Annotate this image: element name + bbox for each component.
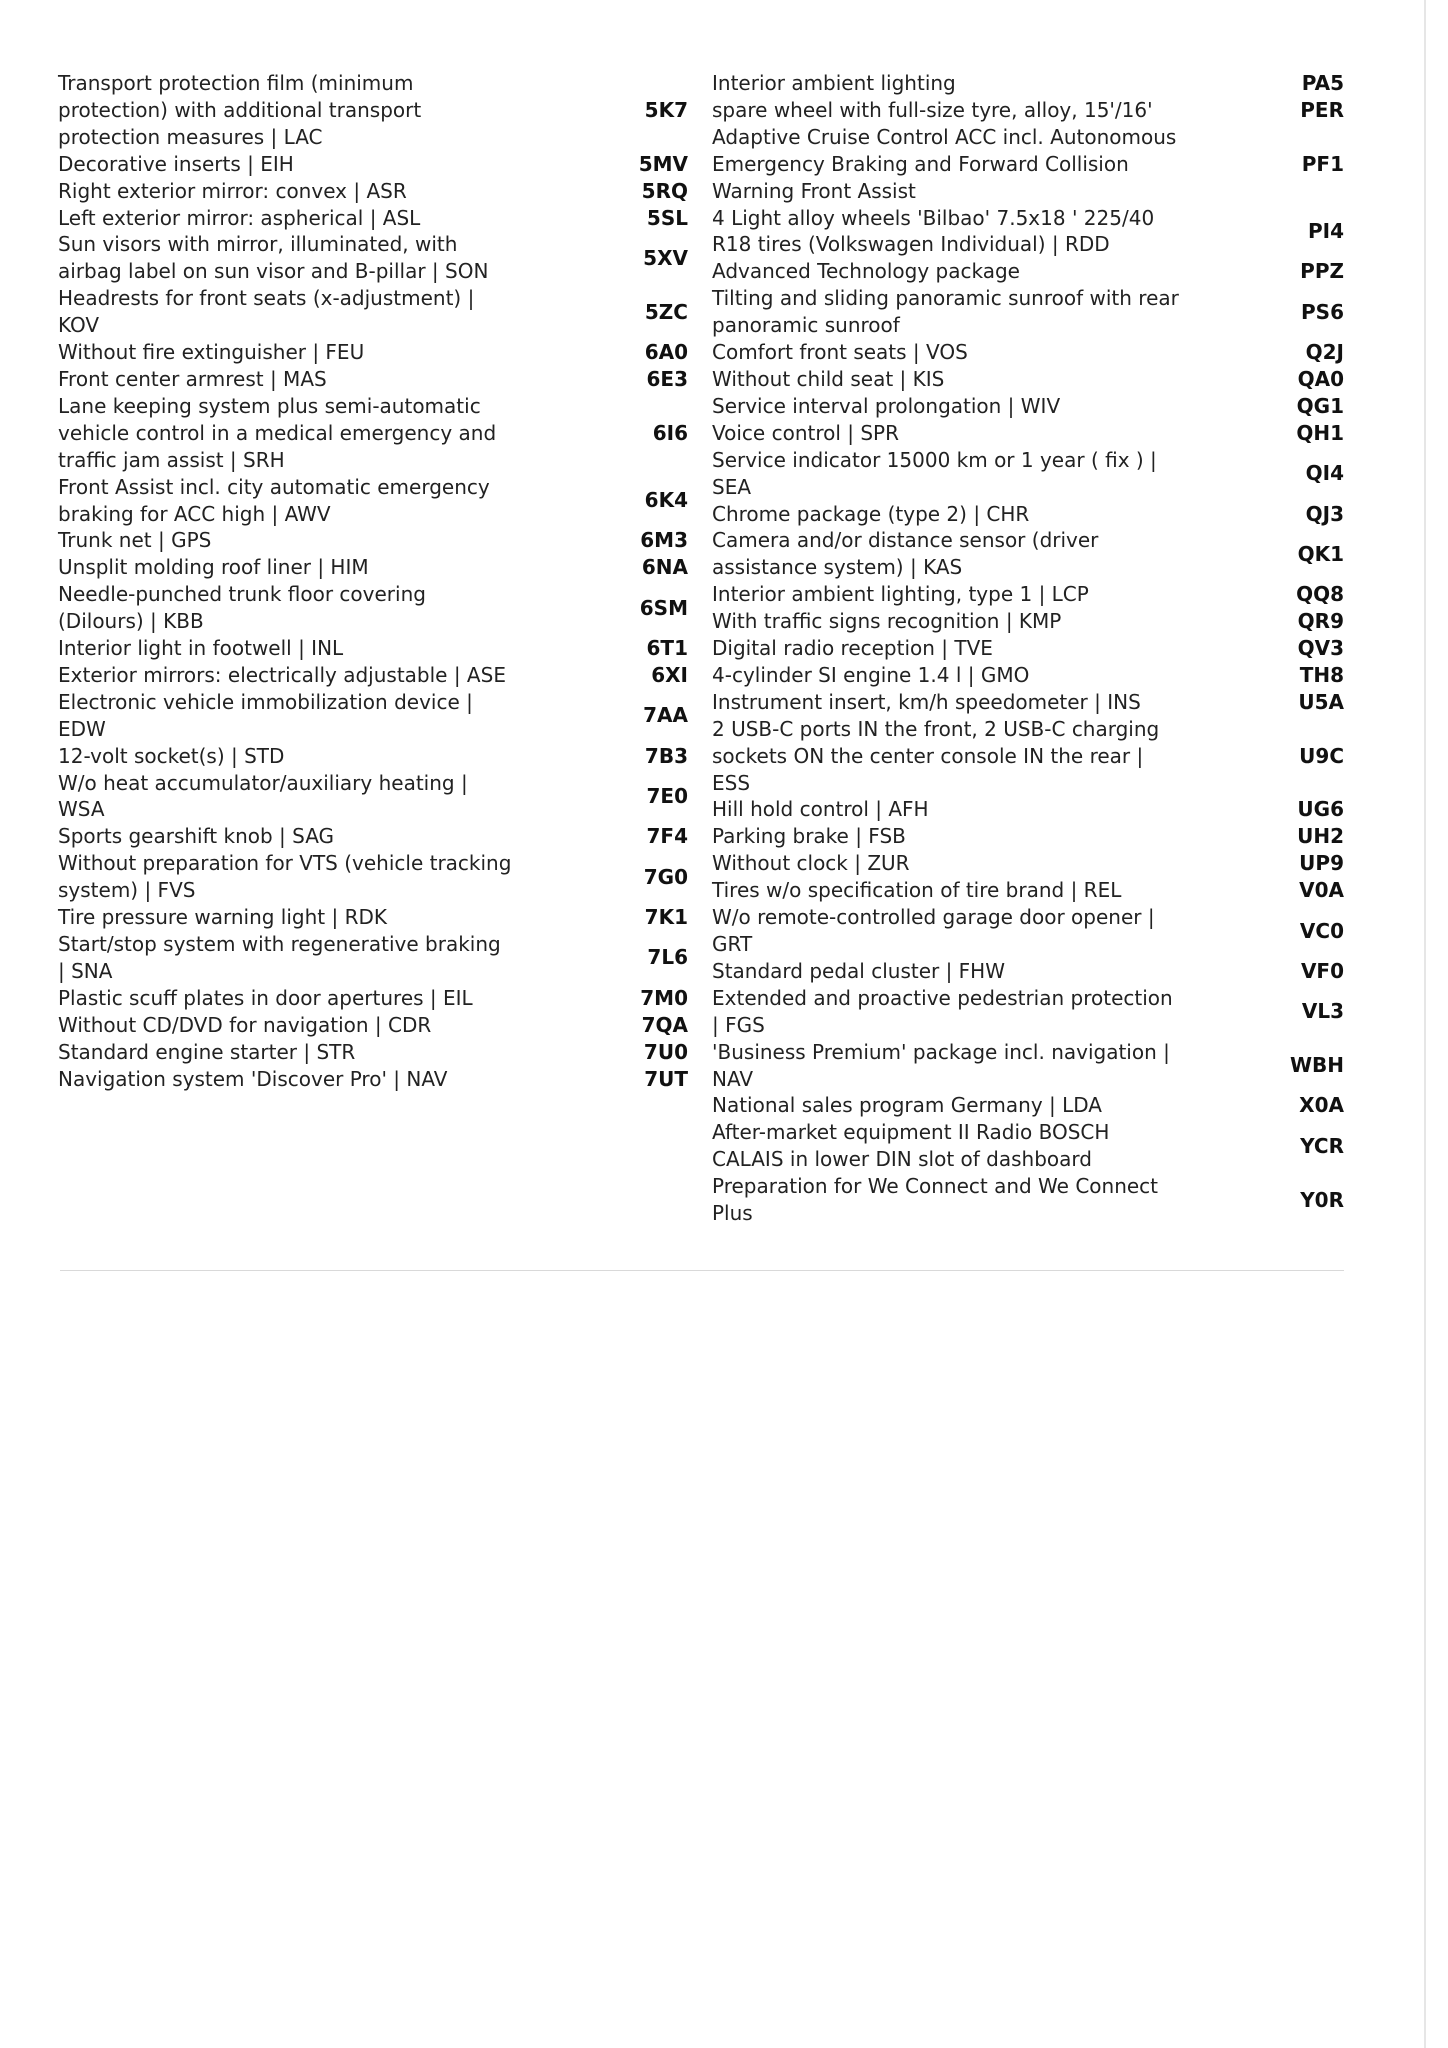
option-row	[58, 178, 688, 205]
option-code: 7G0	[643, 864, 688, 889]
option-code: 7L6	[647, 945, 688, 970]
option-row	[712, 1173, 1344, 1227]
option-code: PA5	[1301, 71, 1344, 95]
option-code: VL3	[1301, 999, 1344, 1024]
option-description: W/o remote-controlled garage door opener | GRT	[712, 905, 1155, 956]
option-row	[712, 285, 1344, 339]
option-description: After-market equipment II Radio BOSCH CALAIS in lower DIN slot of dashboard	[712, 1120, 1110, 1172]
option-row	[712, 877, 1344, 904]
option-code: QV3	[1297, 636, 1344, 661]
option-code: 7B3	[644, 743, 688, 768]
option-description: Standard pedal cluster | FHW	[712, 958, 1005, 983]
option-row	[712, 366, 1344, 393]
option-row	[58, 770, 688, 824]
option-code: UG6	[1297, 797, 1344, 822]
option-description: 4 Light alloy wheels 'Bilbao' 7.5x18 ' 225/40 R18 tires (Volkswagen Individual) | RDD	[712, 205, 1155, 257]
option-code: QI4	[1305, 461, 1344, 486]
option-row	[712, 904, 1344, 958]
option-row	[712, 258, 1344, 285]
option-row	[58, 1039, 688, 1066]
option-row	[712, 447, 1344, 501]
option-description: Without child seat | KIS	[712, 366, 945, 391]
option-code: 6I6	[652, 420, 688, 445]
option-row	[712, 635, 1344, 662]
option-row	[712, 689, 1344, 716]
option-description: Headrests for front seats (x-adjustment) | KOV	[58, 286, 475, 338]
page-edge-line	[1424, 0, 1426, 2048]
option-code: 5RQ	[641, 178, 688, 203]
option-description: Plastic scuff plates in door apertures | EIL	[58, 985, 473, 1010]
option-description: Service interval prolongation | WIV	[712, 393, 1061, 418]
option-row	[58, 70, 688, 151]
option-code: 7QA	[641, 1012, 688, 1037]
option-row	[58, 393, 688, 474]
option-row	[58, 231, 688, 285]
option-row	[58, 366, 688, 393]
option-code: PER	[1300, 97, 1344, 122]
option-row	[712, 823, 1344, 850]
option-row	[58, 205, 688, 232]
option-description: Instrument insert, km/h speedometer | INS	[712, 689, 1141, 714]
option-code: 7U0	[643, 1039, 688, 1064]
left-option-column	[58, 70, 688, 1092]
option-description: Tilting and sliding panoramic sunroof with rear panoramic sunroof	[712, 286, 1179, 338]
option-description: Sports gearshift knob | SAG	[58, 824, 335, 849]
option-code: QR9	[1297, 609, 1344, 634]
option-description: With traffic signs recognition | KMP	[712, 609, 1062, 634]
option-description: Navigation system 'Discover Pro' | NAV	[58, 1066, 448, 1091]
option-code: QH1	[1296, 420, 1344, 445]
option-code: 7UT	[644, 1066, 688, 1091]
option-code: PF1	[1301, 151, 1344, 176]
option-row	[712, 716, 1344, 797]
option-row	[58, 1012, 688, 1039]
option-description: Front Assist incl. city automatic emergency braking for ACC high | AWV	[58, 474, 490, 526]
option-row	[712, 393, 1344, 420]
option-description: Tire pressure warning light | RDK	[58, 905, 387, 930]
option-code: 6XI	[651, 662, 688, 687]
option-description: National sales program Germany | LDA	[712, 1093, 1102, 1118]
option-description: Transport protection film (minimum protection) with additional transport protection measures | LAC	[58, 71, 422, 149]
option-code: QG1	[1296, 393, 1344, 418]
option-description: Without fire extinguisher | FEU	[58, 340, 365, 365]
option-description: Without clock | ZUR	[712, 851, 910, 876]
option-row	[58, 151, 688, 178]
option-description: Right exterior mirror: convex | ASR	[58, 178, 407, 203]
option-description: Tires w/o specification of tire brand | REL	[712, 878, 1122, 903]
option-description: Unsplit molding roof liner | HIM	[58, 555, 369, 580]
option-row	[58, 743, 688, 770]
option-code: PS6	[1301, 299, 1344, 324]
option-code: X0A	[1299, 1093, 1344, 1118]
option-row	[58, 554, 688, 581]
option-description: 2 USB-C ports IN the front, 2 USB-C charging sockets ON the center console IN the rear | ESS	[712, 716, 1160, 795]
option-code: 5MV	[638, 151, 688, 176]
option-code: Y0R	[1300, 1187, 1344, 1212]
option-code: 5SL	[646, 205, 688, 230]
option-description: Needle-punched trunk floor covering (Dilours) | KBB	[58, 582, 426, 634]
option-code: 6NA	[641, 555, 688, 580]
option-description: Electronic vehicle immobilization device | EDW	[58, 689, 473, 741]
option-code: QK1	[1297, 541, 1344, 566]
option-row	[712, 205, 1344, 259]
option-code: 5ZC	[644, 299, 688, 324]
option-code: Q2J	[1305, 340, 1344, 365]
option-code: 7E0	[646, 784, 688, 809]
option-row	[712, 581, 1344, 608]
option-description: 4-cylinder SI engine 1.4 l | GMO	[712, 662, 1030, 687]
option-code: VC0	[1299, 918, 1344, 943]
option-code: 6K4	[644, 488, 688, 513]
option-code: PI4	[1307, 218, 1344, 243]
option-description: Extended and proactive pedestrian protection | FGS	[712, 985, 1173, 1037]
option-row	[712, 1119, 1344, 1173]
option-description: Decorative inserts | EIH	[58, 151, 294, 176]
option-description: Digital radio reception | TVE	[712, 636, 993, 661]
option-row	[58, 931, 688, 985]
option-code: 7K1	[644, 905, 688, 930]
option-code: 6SM	[639, 595, 688, 620]
section-divider	[60, 1270, 1344, 1271]
option-row	[712, 420, 1344, 447]
option-description: Trunk net | GPS	[58, 528, 212, 553]
option-row	[712, 124, 1344, 205]
option-row	[712, 608, 1344, 635]
option-description: Without preparation for VTS (vehicle tracking system) | FVS	[58, 851, 512, 903]
option-row	[712, 1092, 1344, 1119]
option-row	[58, 339, 688, 366]
option-code: 6E3	[646, 366, 688, 391]
option-code: QJ3	[1305, 501, 1344, 526]
option-description: Preparation for We Connect and We Connect Plus	[712, 1174, 1159, 1226]
option-description: Adaptive Cruise Control ACC incl. Autonomous Emergency Braking and Forward Collision Warning Front Assist	[712, 124, 1177, 203]
option-row	[58, 985, 688, 1012]
option-description: Without CD/DVD for navigation | CDR	[58, 1012, 432, 1037]
option-row	[58, 823, 688, 850]
option-code: 7M0	[640, 985, 688, 1010]
option-code: 6T1	[646, 636, 688, 661]
option-description: Left exterior mirror: aspherical | ASL	[58, 205, 421, 230]
option-row	[58, 850, 688, 904]
option-code: WBH	[1289, 1053, 1344, 1078]
option-description: Interior ambient lighting	[712, 71, 956, 95]
option-description: Front center armrest | MAS	[58, 366, 327, 391]
option-description: Camera and/or distance sensor (driver assistance system) | KAS	[712, 528, 1099, 580]
option-code: 6A0	[644, 340, 688, 365]
option-row	[712, 796, 1344, 823]
option-code: UP9	[1299, 851, 1344, 876]
option-row	[712, 527, 1344, 581]
option-description: Chrome package (type 2) | CHR	[712, 501, 1030, 526]
option-row	[58, 581, 688, 635]
option-description: Sun visors with mirror, illuminated, with airbag label on sun visor and B-pillar | SON	[58, 232, 489, 284]
option-description: Hill hold control | AFH	[712, 797, 929, 822]
option-row	[712, 985, 1344, 1039]
option-code: PPZ	[1300, 259, 1344, 284]
option-row	[712, 339, 1344, 366]
option-description: 'Business Premium' package incl. navigation | NAV	[712, 1039, 1170, 1091]
option-description: Interior ambient lighting, type 1 | LCP	[712, 582, 1089, 607]
option-description: Advanced Technology package	[712, 259, 1020, 284]
option-code: VF0	[1300, 958, 1344, 983]
right-option-column	[712, 70, 1344, 1227]
option-row	[58, 527, 688, 554]
option-code: 7AA	[643, 703, 688, 728]
option-row	[712, 1039, 1344, 1093]
option-code: 7F4	[646, 824, 688, 849]
option-code: QA0	[1297, 366, 1344, 391]
option-description: spare wheel with full-size tyre, alloy, 15'/16'	[712, 97, 1153, 122]
option-description: Lane keeping system plus semi-automatic vehicle control in a medical emergency and traffic jam assist | SRH	[58, 393, 497, 472]
option-row	[712, 958, 1344, 985]
option-code: YCR	[1300, 1133, 1344, 1158]
option-description: Standard engine starter | STR	[58, 1039, 356, 1064]
option-description: 12-volt socket(s) | STD	[58, 743, 285, 768]
option-description: Start/stop system with regenerative braking | SNA	[58, 932, 501, 983]
option-row	[58, 474, 688, 528]
option-code: 5K7	[644, 97, 688, 122]
option-row	[58, 285, 688, 339]
option-description: Exterior mirrors: electrically adjustable | ASE	[58, 662, 506, 687]
option-code: UH2	[1297, 824, 1344, 849]
option-row	[712, 501, 1344, 528]
option-code: V0A	[1299, 878, 1344, 903]
option-row	[58, 1066, 688, 1093]
option-row	[58, 689, 688, 743]
option-code: 6M3	[640, 528, 688, 553]
option-description: Voice control | SPR	[712, 420, 900, 445]
option-row	[712, 850, 1344, 877]
option-code: U9C	[1299, 743, 1344, 768]
option-code: U5A	[1298, 689, 1344, 714]
option-row	[712, 662, 1344, 689]
option-description: W/o heat accumulator/auxiliary heating | WSA	[58, 770, 468, 822]
option-row	[58, 662, 688, 689]
option-description: Comfort front seats | VOS	[712, 340, 968, 365]
option-description: Parking brake | FSB	[712, 824, 906, 849]
option-row	[58, 904, 688, 931]
option-code: 5XV	[643, 245, 688, 270]
option-code: QQ8	[1296, 582, 1344, 607]
option-code: TH8	[1299, 662, 1344, 687]
option-description: Interior light in footwell | INL	[58, 636, 344, 661]
option-row	[712, 97, 1344, 124]
option-description: Service indicator 15000 km or 1 year ( fix ) | SEA	[712, 447, 1157, 499]
option-row	[58, 635, 688, 662]
option-row	[712, 70, 1344, 97]
